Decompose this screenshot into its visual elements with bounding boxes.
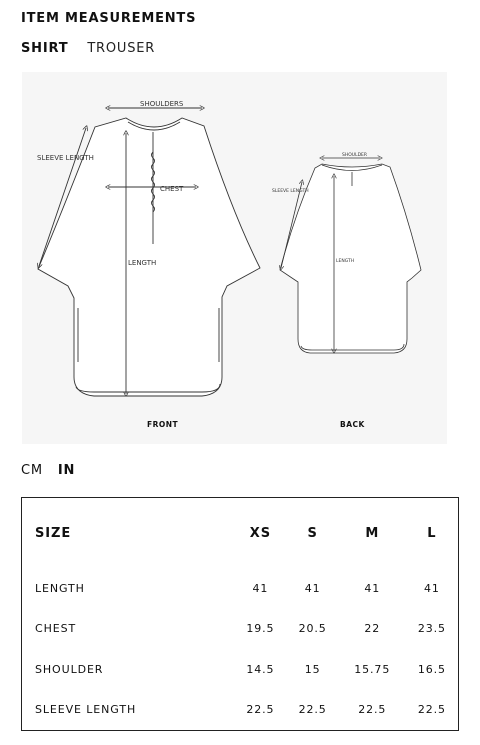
page-title: ITEM MEASUREMENTS (21, 11, 197, 26)
unit-in[interactable]: IN (57, 463, 76, 478)
back-length-label: LENGTH (336, 259, 355, 264)
cell: 19.5 (246, 622, 275, 636)
col-size: SIZE (35, 525, 72, 541)
garment-illustration (22, 72, 447, 444)
cell: 20.5 (298, 622, 327, 636)
row-label: SLEEVE LENGTH (35, 703, 137, 717)
row-label: CHEST (35, 622, 77, 636)
table-row (22, 649, 458, 690)
cell: 41 (423, 581, 440, 595)
measurement-diagram (22, 72, 447, 444)
table-row (22, 690, 458, 731)
cell: 16.5 (417, 662, 446, 676)
col-m: M (365, 525, 380, 541)
back-shoulder-label: SHOULDER (342, 153, 368, 158)
tab-trouser[interactable]: TROUSER (87, 41, 156, 56)
chest-label: CHEST (160, 185, 184, 193)
col-l: L (427, 525, 437, 541)
row-label: LENGTH (35, 581, 85, 595)
cell: 22 (364, 622, 381, 636)
cell: 15 (304, 662, 321, 676)
cell: 41 (304, 581, 321, 595)
cell: 15.75 (354, 662, 391, 676)
garment-tabs (21, 41, 169, 56)
shoulders-label: SHOULDERS (140, 100, 184, 108)
table-row (22, 568, 458, 609)
cell: 41 (364, 581, 381, 595)
unit-toggle (21, 463, 85, 478)
table-row (22, 609, 458, 650)
cell: 14.5 (246, 662, 275, 676)
row-label: SHOULDER (35, 662, 104, 676)
cell: 22.5 (298, 703, 327, 717)
front-length-label: LENGTH (128, 259, 157, 267)
cell: 22.5 (246, 703, 275, 717)
back-sleeve-length-label: SLEEVE LENGTH (272, 189, 309, 194)
table-header-row (22, 498, 458, 568)
cell: 22.5 (417, 703, 446, 717)
col-s: S (307, 525, 318, 541)
tab-shirt[interactable]: SHIRT (21, 41, 69, 56)
cell: 23.5 (417, 622, 446, 636)
cell: 41 (252, 581, 269, 595)
front-sleeve-length-label: SLEEVE LENGTH (37, 154, 94, 162)
unit-cm[interactable]: CM (21, 463, 43, 478)
back-view-label: BACK (340, 420, 365, 429)
front-view-label: FRONT (147, 420, 179, 429)
size-table (21, 497, 459, 731)
col-xs: XS (249, 525, 271, 541)
cell: 22.5 (358, 703, 387, 717)
